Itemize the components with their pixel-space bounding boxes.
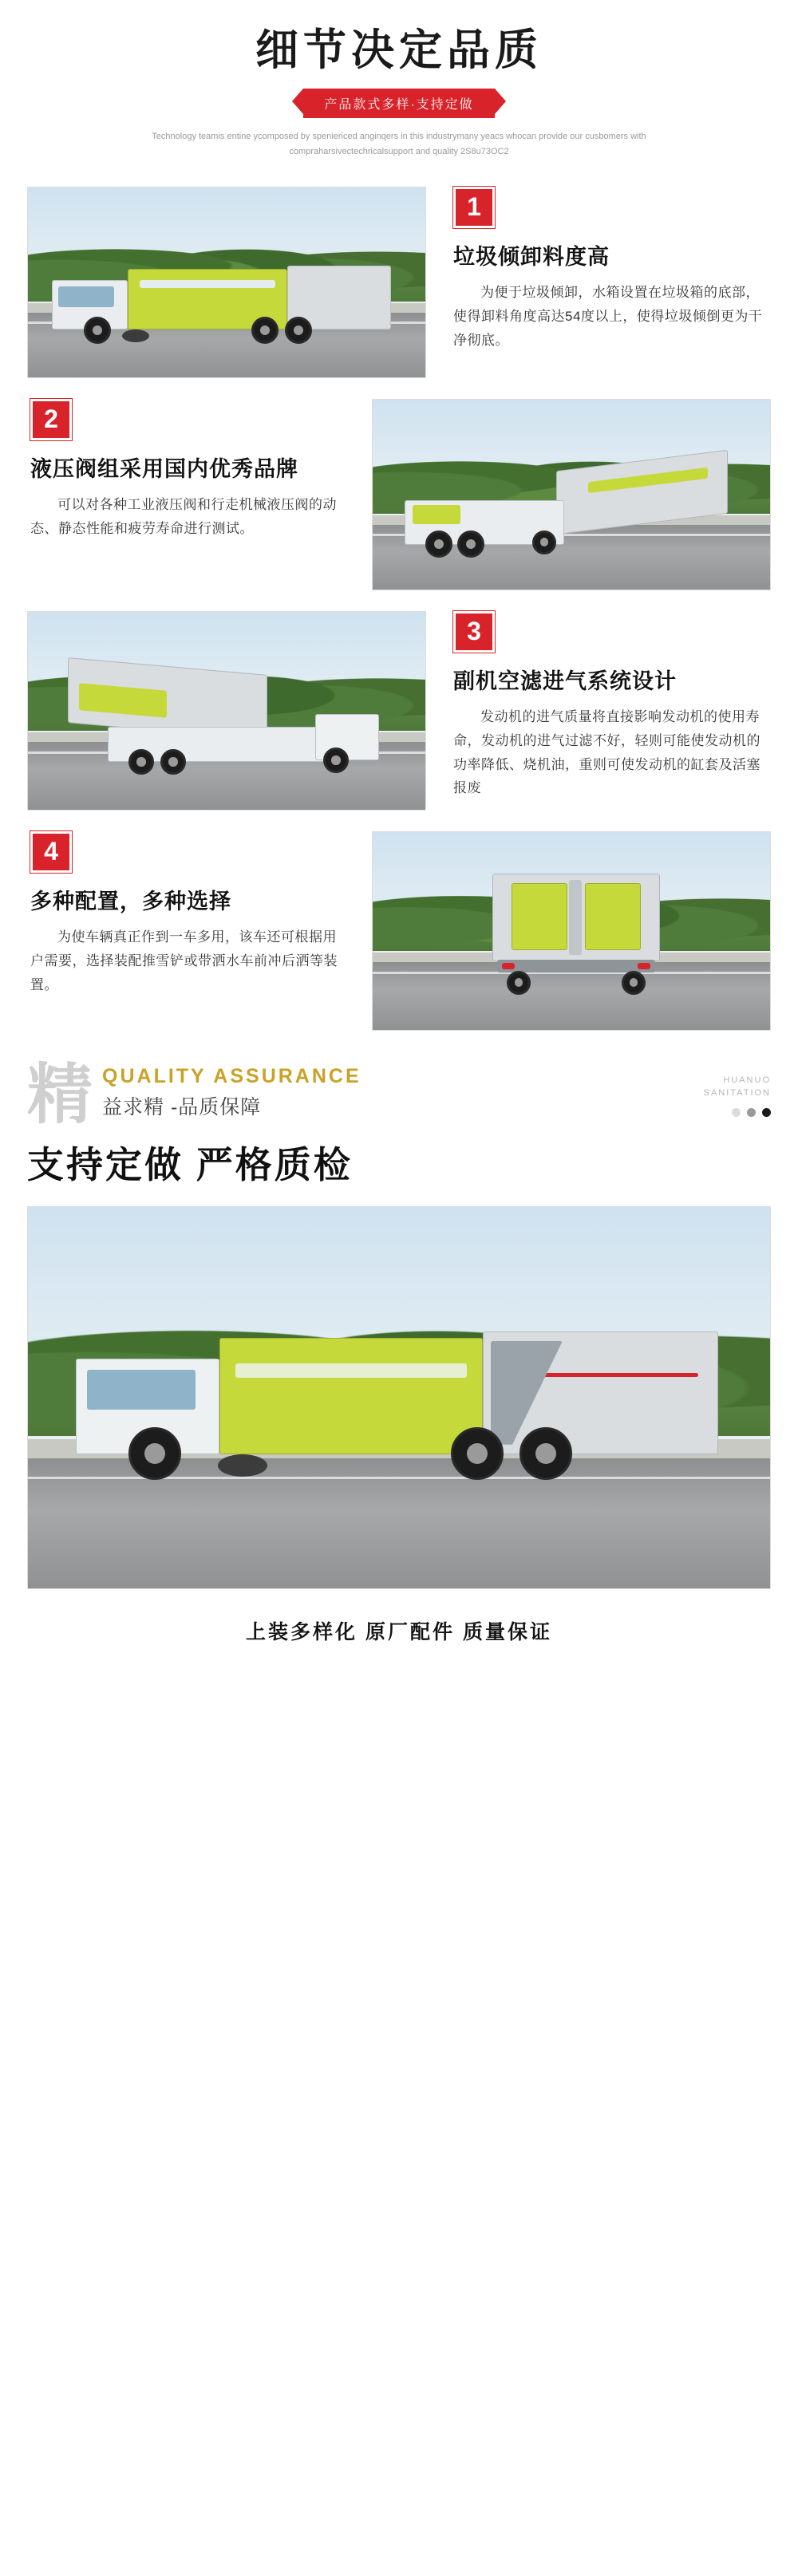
feature-badge-3: 3 bbox=[453, 611, 495, 653]
rear-door-right bbox=[585, 883, 641, 950]
feature-badge-1: 1 bbox=[453, 187, 495, 228]
page-header bbox=[0, 0, 798, 166]
dot-indicator-3 bbox=[762, 1108, 771, 1117]
cab-windshield bbox=[58, 286, 114, 307]
hero-image bbox=[27, 1206, 771, 1589]
header-subtitle: Technology teamis entine ycomposed by speniericed anginqers in this industrymany yeacs whocan provide our cusbomers with compraharsivectechricalsupport and quality 2S8u73OC2 bbox=[152, 132, 646, 157]
wheel-rear-1 bbox=[451, 1427, 504, 1480]
wheel-front bbox=[128, 1427, 181, 1480]
wheel-rear-2 bbox=[285, 317, 312, 344]
rear-door-left bbox=[512, 883, 567, 950]
chassis-green-panel bbox=[413, 505, 460, 524]
quality-text-group bbox=[102, 1064, 361, 1125]
truck-illustration bbox=[52, 658, 395, 778]
feature-text-2 bbox=[27, 399, 372, 541]
wheel-rear-1 bbox=[128, 749, 154, 775]
truck-illustration-hero bbox=[76, 1327, 722, 1498]
quality-claim: 支持定做 严格质检 bbox=[27, 1143, 353, 1185]
side-brush bbox=[218, 1454, 267, 1477]
wheel-rear-1 bbox=[251, 317, 279, 344]
wheel-rear-2 bbox=[160, 749, 186, 775]
side-brush bbox=[122, 329, 149, 342]
feature-title-1: 垃圾倾卸料度高 bbox=[453, 244, 610, 269]
brand-block bbox=[704, 1074, 771, 1125]
dot-indicator-2 bbox=[747, 1108, 756, 1117]
wheel-front bbox=[323, 748, 349, 773]
page-title: 细节决定品质 bbox=[255, 26, 543, 74]
hopper-stripe bbox=[235, 1363, 467, 1378]
tail-light-right bbox=[638, 963, 650, 969]
quality-chinese-label: 益求精 -品质保障 bbox=[102, 1095, 262, 1118]
header-ribbon-wrap bbox=[0, 89, 798, 118]
brand-subtitle: SANITATION bbox=[703, 1088, 771, 1099]
raised-bin bbox=[556, 450, 728, 535]
feature-image-1 bbox=[27, 187, 426, 378]
dot-indicator-group bbox=[704, 1108, 771, 1117]
wheel-front bbox=[84, 317, 111, 344]
brand-name: HUANUO bbox=[723, 1075, 771, 1085]
wheel-rear-1 bbox=[425, 531, 452, 558]
truck-illustration bbox=[492, 874, 660, 1001]
truck-illustration bbox=[405, 448, 740, 563]
header-ribbon-label: 产品款式多样·支持定做 bbox=[303, 89, 494, 118]
quality-english-label: QUALITY ASSURANCE bbox=[102, 1064, 361, 1087]
feature-text-3 bbox=[426, 611, 771, 800]
feature-image-2 bbox=[372, 399, 771, 590]
quality-banner bbox=[27, 1058, 771, 1131]
feature-body-3: 发动机的进气质量将直接影响发动机的使用寿命，发动机的进气过滤不好，轻则可能使发动机的功率降低、烧机油，重则可使发动机的缸套及活塞报废 bbox=[453, 709, 760, 796]
feature-block-1 bbox=[27, 187, 771, 378]
wheel-rear-2 bbox=[519, 1427, 572, 1480]
feature-image-3 bbox=[27, 611, 426, 811]
feature-block-4 bbox=[27, 831, 771, 1031]
dot-indicator-1 bbox=[732, 1108, 741, 1117]
feature-image-4 bbox=[372, 831, 771, 1031]
feature-title-4: 多种配置，多种选择 bbox=[30, 889, 231, 913]
wheel-right bbox=[622, 971, 646, 995]
feature-body-2: 可以对各种工业液压阀和行走机械液压阀的动态、静态性能和疲劳寿命进行测试。 bbox=[30, 497, 337, 536]
feature-block-2 bbox=[27, 399, 771, 590]
feature-title-3: 副机空滤进气系统设计 bbox=[453, 669, 677, 693]
wheel-rear-2 bbox=[457, 531, 484, 558]
wheel-front bbox=[532, 531, 556, 554]
feature-text-1 bbox=[426, 187, 771, 353]
tail-light-left bbox=[502, 963, 515, 969]
wheel-left bbox=[507, 971, 531, 995]
feature-badge-2: 2 bbox=[30, 399, 72, 440]
footer-text: 上装多样化 原厂配件 质量保证 bbox=[246, 1620, 552, 1643]
feature-title-2: 液压阀组采用国内优秀品牌 bbox=[30, 456, 298, 481]
feature-text-4 bbox=[27, 831, 372, 997]
feature-block-3 bbox=[27, 611, 771, 811]
feature-body-4: 为使车辆真正作到一车多用，该车还可根据用户需要，选择装配推雪铲或带洒水车前冲后洒等装置。 bbox=[30, 929, 338, 992]
truck-illustration bbox=[52, 264, 395, 348]
quality-big-char: 精 bbox=[27, 1058, 93, 1131]
hopper-green bbox=[219, 1338, 483, 1454]
cab-windshield bbox=[87, 1370, 196, 1410]
feature-badge-4: 4 bbox=[30, 831, 72, 873]
rear-center-column bbox=[569, 880, 582, 955]
feature-body-1: 为便于垃圾倾卸，水箱设置在垃圾箱的底部，使得卸料角度高达54度以上，使得垃圾倾倒更为干净彻底。 bbox=[453, 285, 763, 348]
hopper-stripe bbox=[140, 280, 275, 288]
